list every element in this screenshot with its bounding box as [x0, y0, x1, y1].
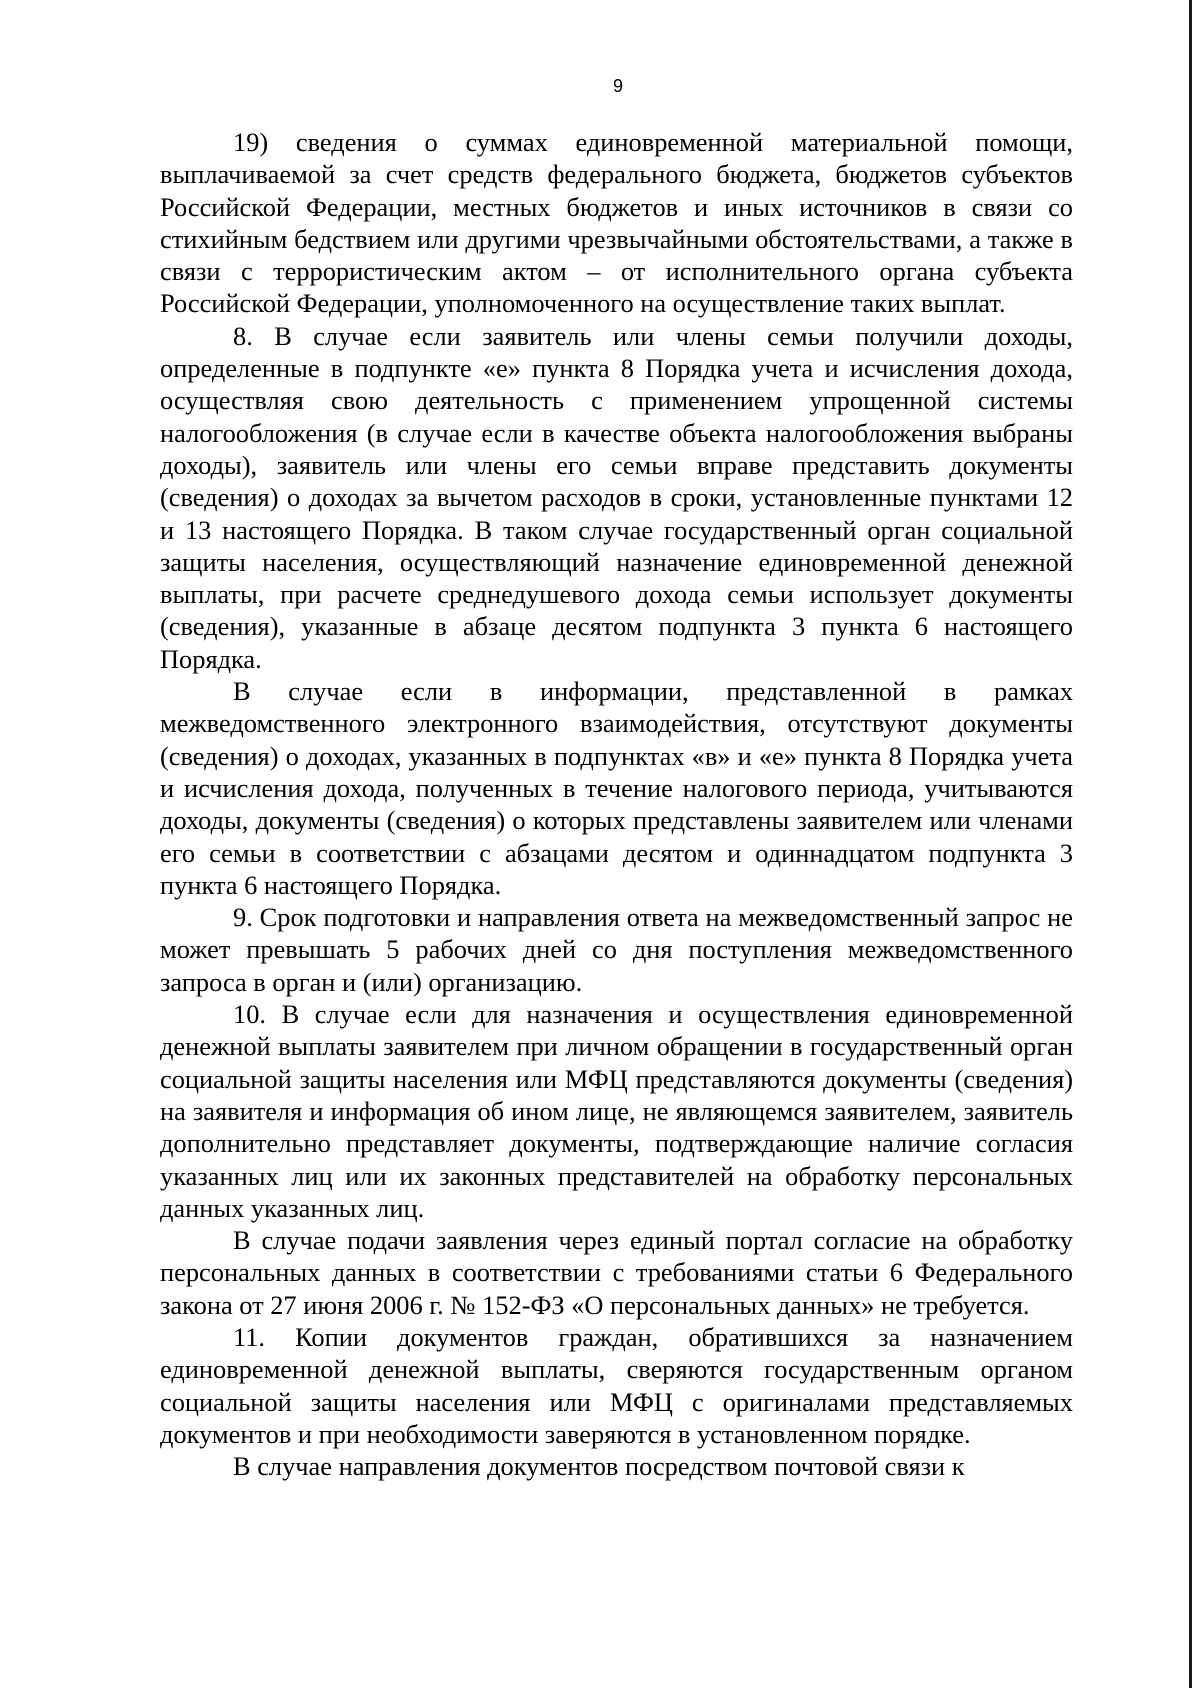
page-number: 9	[612, 76, 623, 96]
paragraph-clause-8-continuation: В случае если в информации, представленной в рамках межведомственного электронного взаимодействия, отсутствуют документы (сведения) о доходах, указанных в подпунктах «в» и «е» пункта 8 Порядка учета и исчисления дохода, полученных в течение налогового периода, учитываются доходы, документы (сведения) о которых представлены заявителем или членами его семьи в соответствии с абзацами десятом и одиннадцатом подпункта 3 пункта 6 настоящего Порядка.	[160, 676, 1073, 900]
paragraph-clause-10: 10. В случае если для назначения и осуществления единовременной денежной выплаты заявителем при личном обращении в государственный орган социальной защиты населения или МФЦ представляются документы (сведения) на заявителя и информация об ином лице, не являющемся заявителем, заявитель дополнительно представляет документы, подтверждающие наличие согласия указанных лиц или их законных представителей на обработку персональных данных указанных лиц.	[160, 999, 1073, 1223]
paragraph-clause-11: 11. Копии документов граждан, обратившихся за назначением единовременной денежной выплаты, сверяются государственным органом социальной защиты населения или МФЦ с оригиналами представляемых документов и при необходимости заверяются в установленном порядке.	[160, 1321, 1073, 1449]
paragraph-clause-9: 9. Срок подготовки и направления ответа на межведомственный запрос не может превышать 5 рабочих дней со дня поступления межведомственного запроса в орган и (или) организацию.	[160, 902, 1073, 997]
document-body	[160, 126, 1073, 1482]
scan-edge-line	[1189, 0, 1192, 1688]
paragraph-clause-10-continuation: В случае подачи заявления через единый портал согласие на обработку персональных данных в соответствии с требованиями статьи 6 Федерального закона от 27 июня 2006 г. № 152-ФЗ «О персональных данных» не требуется.	[160, 1225, 1073, 1320]
paragraph-clause-11-continuation: В случае направления документов посредством почтовой связи к	[233, 1451, 965, 1482]
paragraph-clause-8: 8. В случае если заявитель или члены семьи получили доходы, определенные в подпункте «е» пункта 8 Порядка учета и исчисления дохода, осуществляя свою деятельность с применением упрощенной системы налогообложения (в случае если в качестве объекта налогообложения выбраны доходы), заявитель или члены его семьи вправе представить документы (сведения) о доходах за вычетом расходов в сроки, установленные пунктами 12 и 13 настоящего Порядка. В таком случае государственный орган социальной защиты населения, осуществляющий назначение единовременной денежной выплаты, при расчете среднедушевого дохода семьи использует документы (сведения), указанные в абзаце десятом подпункта 3 пункта 6 настоящего Порядка.	[160, 320, 1073, 674]
paragraph-item-19: 19) сведения о суммах единовременной материальной помощи, выплачиваемой за счет средств федерального бюджета, бюджетов субъектов Российской Федерации, местных бюджетов и иных источников в связи со стихийным бедствием или другими чрезвычайными обстоятельствами, а также в связи с террористическим актом – от исполнительного органа субъекта Российской Федерации, уполномоченного на осуществление таких выплат.	[160, 127, 1073, 319]
